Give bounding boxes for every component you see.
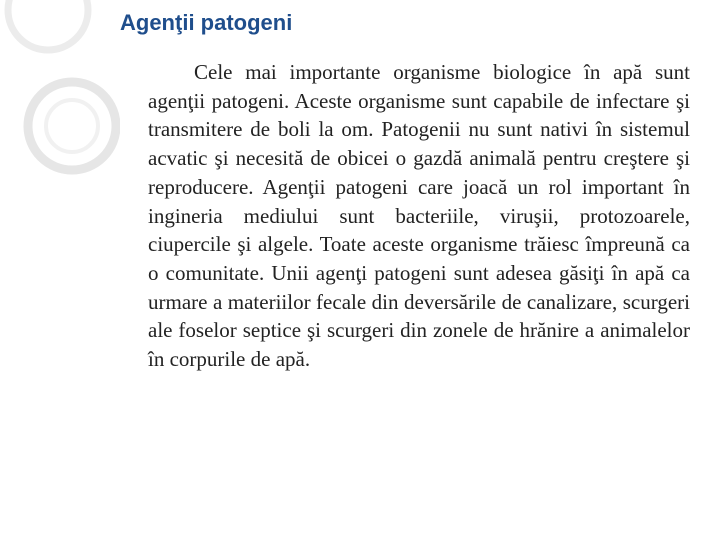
decorative-circle-middle	[28, 82, 116, 170]
decorative-circle-inner	[46, 100, 98, 152]
decorative-circles	[0, 0, 120, 260]
slide-title: Agenţii patogeni	[120, 10, 293, 35]
body-paragraph: Cele mai importante organisme biologice în apă sunt agenţii patogeni. Aceste organisme sunt capabile de infectare şi transmitere de boli la om. Patogenii nu sunt nativi în sistemul acvatic şi necesită de obicei o gazdă animală pentru creştere şi reproducere. Agenţii patogeni care joacă un rol important în ingineria mediului sunt bacteriile, viruşii, protozoarele, ciupercile şi algele. Toate aceste organisme trăiesc împreună ca o comunitate. Unii agenţi patogeni sunt adesea găsiţi în apă ca urmare a materiilor fecale din deversările de canalizare, scurgeri ale foselor septice şi scurgeri din zonele de hrănire a animalelor în corpurile de apă.	[148, 60, 690, 372]
decorative-circle-top	[8, 0, 88, 50]
